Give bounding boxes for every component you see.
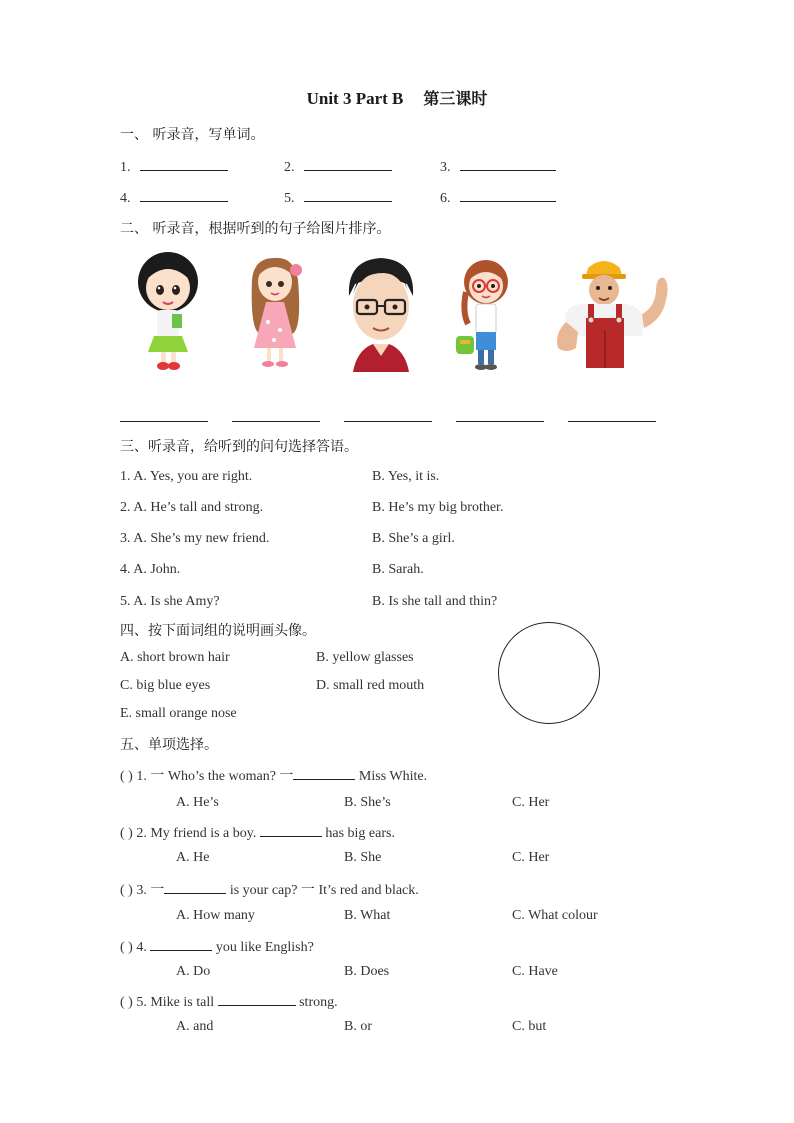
answer-paren[interactable]: ( ) — [120, 995, 133, 1010]
answer-blank[interactable] — [140, 187, 228, 202]
answer-blank[interactable] — [260, 822, 322, 837]
strong-worker-icon — [552, 256, 674, 368]
section3-heading: 三、听录音，给听到的问句选择答语。 — [120, 439, 358, 455]
picture-order-line-4[interactable] — [456, 421, 544, 422]
question-option-b: B. Is she tall and thin? — [372, 594, 498, 609]
girl-short-hair-icon — [130, 250, 206, 374]
picture-order-line-3[interactable] — [344, 421, 432, 422]
drawing-circle[interactable] — [498, 622, 600, 724]
page-title — [0, 86, 794, 109]
choice-option[interactable]: A. How many — [176, 908, 255, 923]
choice-option[interactable]: B. or — [344, 1019, 372, 1034]
answer-blank[interactable] — [460, 187, 556, 202]
answer-blank[interactable] — [293, 765, 355, 780]
drawing-instruction: E. small orange nose — [120, 706, 237, 721]
choice-question: ( ) 1. 一 Who’s the woman? 一 Miss White. — [120, 765, 427, 785]
question-option-b: B. She’s a girl. — [372, 531, 455, 546]
choice-question: ( ) 4. you like English? — [120, 936, 314, 956]
drawing-instruction: A. short brown hair — [120, 650, 230, 665]
choice-option[interactable]: A. and — [176, 1019, 214, 1034]
question-option-a: 5. A. Is she Amy? — [120, 594, 220, 609]
word-item-1: 1. — [120, 156, 228, 176]
answer-blank[interactable] — [460, 156, 556, 171]
girl-braids-glasses-icon — [452, 252, 522, 374]
choice-option[interactable]: B. Does — [344, 964, 390, 979]
boy-glasses-icon — [343, 254, 419, 372]
choice-question: ( ) 3. 一 is your cap? 一 It’s red and black. — [120, 879, 419, 899]
drawing-instruction: D. small red mouth — [316, 678, 425, 693]
drawing-instruction: B. yellow glasses — [316, 650, 414, 665]
picture-order-line-1[interactable] — [120, 421, 208, 422]
word-item-6: 6. — [440, 187, 556, 207]
choice-option[interactable]: C. Have — [512, 964, 558, 979]
answer-paren[interactable]: ( ) — [120, 826, 133, 841]
choice-option[interactable]: B. She — [344, 850, 382, 865]
question-option-b: B. Yes, it is. — [372, 469, 440, 484]
answer-blank[interactable] — [150, 936, 212, 951]
choice-option[interactable]: A. Do — [176, 964, 211, 979]
answer-blank[interactable] — [304, 187, 392, 202]
choice-question: ( ) 5. Mike is tall strong. — [120, 991, 338, 1011]
choice-question: ( ) 2. My friend is a boy. has big ears. — [120, 822, 395, 842]
choice-option[interactable]: A. He’s — [176, 795, 219, 810]
answer-paren[interactable]: ( ) — [120, 769, 133, 784]
answer-blank[interactable] — [218, 991, 296, 1006]
picture-order-line-5[interactable] — [568, 421, 656, 422]
question-option-a: 3. A. She’s my new friend. — [120, 531, 270, 546]
question-option-a: 1. A. Yes, you are right. — [120, 469, 253, 484]
drawing-instruction: C. big blue eyes — [120, 678, 211, 693]
answer-blank[interactable] — [304, 156, 392, 171]
section2-heading: 二、 听录音，根据听到的句子给图片排序。 — [120, 221, 391, 237]
choice-option[interactable]: C. but — [512, 1019, 547, 1034]
word-item-5: 5. — [284, 187, 392, 207]
choice-option[interactable]: A. He — [176, 850, 210, 865]
choice-option[interactable]: B. She’s — [344, 795, 391, 810]
section4-heading: 四、按下面词组的说明画头像。 — [120, 623, 316, 639]
picture-order-line-2[interactable] — [232, 421, 320, 422]
choice-option[interactable]: B. What — [344, 908, 391, 923]
word-item-2: 2. — [284, 156, 392, 176]
question-option-a: 2. A. He’s tall and strong. — [120, 500, 264, 515]
choice-option[interactable]: C. Her — [512, 850, 550, 865]
title-main: Unit 3 Part B — [306, 89, 404, 108]
word-item-3: 3. — [440, 156, 556, 176]
section1-heading: 一、 听录音，写单词。 — [120, 127, 265, 143]
choice-option[interactable]: C. What colour — [512, 908, 598, 923]
word-item-4: 4. — [120, 187, 228, 207]
answer-paren[interactable]: ( ) — [120, 940, 133, 955]
section5-heading: 五、单项选择。 — [120, 737, 218, 753]
answer-paren[interactable]: ( ) — [120, 883, 133, 898]
girl-pink-dress-icon — [238, 250, 314, 374]
answer-blank[interactable] — [140, 156, 228, 171]
question-option-a: 4. A. John. — [120, 562, 181, 577]
question-option-b: B. Sarah. — [372, 562, 424, 577]
choice-option[interactable]: C. Her — [512, 795, 550, 810]
question-option-b: B. He’s my big brother. — [372, 500, 504, 515]
answer-blank[interactable] — [164, 879, 226, 894]
title-sub: 第三课时 — [423, 89, 488, 108]
